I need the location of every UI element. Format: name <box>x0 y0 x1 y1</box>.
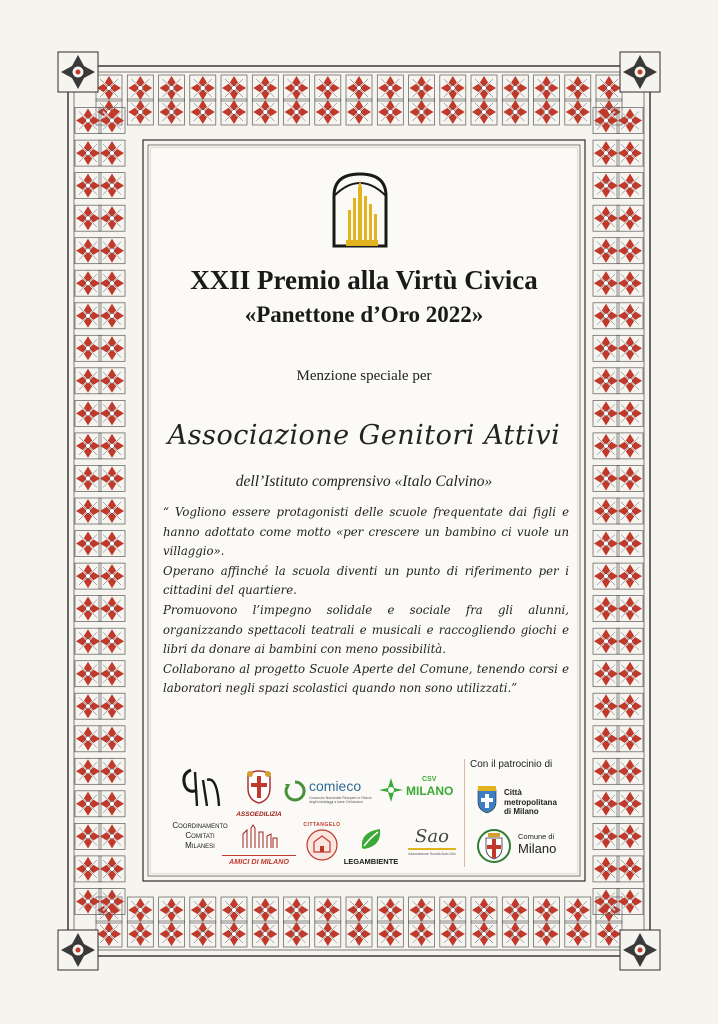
border-knot-tile <box>471 921 497 947</box>
border-knot-tile <box>409 75 435 101</box>
motivation-text <box>163 503 569 699</box>
coordinamento-line3: Milanesi <box>185 841 215 850</box>
award-subtitle: «Panettone d’Oro 2022» <box>244 302 484 327</box>
citta-line2: metropolitana <box>504 797 557 807</box>
border-knot-tile <box>409 921 435 947</box>
border-knot-tile <box>617 368 643 394</box>
border-knot-tile <box>99 823 125 849</box>
border-knot-tile <box>593 466 619 492</box>
border-knot-tile <box>617 791 643 817</box>
border-knot-tile <box>377 921 403 947</box>
border-knot-tile <box>99 758 125 784</box>
border-knot-tile <box>284 897 310 923</box>
recipient-institute: dell’Istituto comprensivo «Italo Calvino» <box>235 473 493 490</box>
border-knot-tile <box>315 897 341 923</box>
border-knot-tile <box>75 498 101 524</box>
border-knot-tile <box>346 75 372 101</box>
border-knot-tile <box>99 563 125 589</box>
csv-label: CSV <box>422 776 437 783</box>
cittangelo-logo <box>302 822 342 867</box>
border-knot-tile <box>315 99 341 125</box>
border-knot-tile <box>502 99 528 125</box>
border-knot-tile <box>99 791 125 817</box>
border-knot-tile <box>252 75 278 101</box>
border-knot-tile <box>596 921 622 947</box>
border-knot-tile <box>593 173 619 199</box>
citta-metropolitana-crest-icon <box>476 786 498 814</box>
border-knot-tile <box>617 856 643 882</box>
cittangelo-seal-icon <box>305 828 339 862</box>
border-knot-tile <box>565 921 591 947</box>
border-knot-tile <box>75 628 101 654</box>
patronage-label: Con il patrocinio di <box>470 759 553 770</box>
border-knot-tile <box>99 400 125 426</box>
border-knot-tile <box>75 400 101 426</box>
border-knot-tile <box>99 726 125 752</box>
border-knot-tile <box>617 108 643 134</box>
sao-tagline: Associazione Scuola Auto Olio <box>408 852 456 856</box>
border-knot-tile <box>617 270 643 296</box>
border-knot-tile <box>617 205 643 231</box>
patronage-divider <box>464 759 465 867</box>
border-knot-tile <box>346 921 372 947</box>
border-knot-tile <box>96 921 122 947</box>
border-knot-tile <box>99 368 125 394</box>
border-knot-tile <box>593 303 619 329</box>
border-knot-tile <box>593 531 619 557</box>
csv-leaf-icon <box>378 776 404 804</box>
border-knot-tile <box>75 270 101 296</box>
border-knot-tile <box>565 897 591 923</box>
border-knot-tile <box>75 335 101 361</box>
border-knot-tile <box>617 498 643 524</box>
border-knot-tile <box>99 466 125 492</box>
border-knot-tile <box>593 758 619 784</box>
panettone-cathedral-icon <box>328 168 392 252</box>
border-knot-tile <box>593 238 619 264</box>
border-knot-tile <box>159 99 185 125</box>
legambiente-logo <box>340 826 402 866</box>
border-knot-tile <box>99 303 125 329</box>
border-knot-tile <box>534 921 560 947</box>
border-knot-tile <box>593 400 619 426</box>
border-knot-tile <box>75 466 101 492</box>
border-knot-tile <box>96 75 122 101</box>
border-knot-tile <box>127 99 153 125</box>
legambiente-label: LEGAMBIENTE <box>343 857 399 866</box>
coordinamento-line1: Coordinamento <box>172 821 228 830</box>
border-knot-tile <box>593 628 619 654</box>
border-knot-tile <box>502 921 528 947</box>
citta-line1: Città <box>504 788 522 797</box>
border-knot-tile <box>221 921 247 947</box>
border-knot-tile <box>593 563 619 589</box>
border-knot-tile <box>75 563 101 589</box>
border-knot-tile <box>99 856 125 882</box>
assoedilizia-logo <box>232 768 286 818</box>
border-knot-tile <box>252 897 278 923</box>
border-knot-tile <box>617 466 643 492</box>
border-knot-tile <box>75 368 101 394</box>
border-knot-tile <box>99 173 125 199</box>
border-knot-tile <box>617 563 643 589</box>
border-knot-tile <box>159 921 185 947</box>
border-knot-tile <box>99 140 125 166</box>
border-knot-tile <box>593 270 619 296</box>
border-knot-tile <box>190 897 216 923</box>
border-knot-tile <box>221 75 247 101</box>
motivation-paragraph: Operano affinché la scuola diventi un punto di riferimento per i cittadini del quartiere. <box>163 563 569 598</box>
amici-label: AMICI DI MILANO <box>222 855 296 866</box>
border-knot-tile <box>409 897 435 923</box>
border-knot-tile <box>284 75 310 101</box>
border-knot-tile <box>593 140 619 166</box>
border-knot-tile <box>409 99 435 125</box>
border-knot-tile <box>75 303 101 329</box>
legambiente-leaf-icon <box>358 826 384 852</box>
border-knot-tile <box>99 628 125 654</box>
border-knot-tile <box>221 897 247 923</box>
motivation-paragraph: “ Vogliono essere protagonisti delle scuole frequentate dai figli e hanno adottato come motto «per crescere un bambino ci vuole un villaggio». <box>163 505 569 559</box>
border-knot-tile <box>596 75 622 101</box>
border-knot-tile <box>502 75 528 101</box>
border-knot-tile <box>315 921 341 947</box>
border-knot-tile <box>440 897 466 923</box>
border-knot-tile <box>75 823 101 849</box>
border-knot-tile <box>190 921 216 947</box>
border-knot-tile <box>75 791 101 817</box>
border-knot-tile <box>440 99 466 125</box>
citta-line3: di Milano <box>504 807 539 816</box>
border-knot-tile <box>593 856 619 882</box>
border-knot-tile <box>190 99 216 125</box>
border-knot-tile <box>75 661 101 687</box>
border-knot-tile <box>617 628 643 654</box>
cittangelo-label: CITTANGELO <box>303 822 341 828</box>
border-knot-tile <box>127 897 153 923</box>
motivation-paragraph: Collaborano al progetto Scuole Aperte del Comune, tenendo corsi e laboratori negli spazi scolastici quando non sono utilizzati.” <box>163 661 569 696</box>
border-knot-tile <box>617 726 643 752</box>
border-knot-tile <box>127 921 153 947</box>
border-knot-tile <box>99 596 125 622</box>
border-knot-tile <box>593 498 619 524</box>
border-knot-tile <box>99 270 125 296</box>
sao-underline <box>408 848 456 850</box>
assoedilizia-label: ASSOEDILIZIA <box>236 811 282 818</box>
border-knot-tile <box>99 693 125 719</box>
sao-logo <box>400 826 464 856</box>
border-knot-tile <box>534 75 560 101</box>
border-knot-tile <box>75 433 101 459</box>
border-knot-tile <box>99 238 125 264</box>
border-knot-tile <box>99 335 125 361</box>
border-knot-tile <box>565 99 591 125</box>
border-knot-tile <box>593 596 619 622</box>
border-knot-tile <box>75 140 101 166</box>
border-knot-tile <box>502 897 528 923</box>
csv-name: MILANO <box>406 784 454 798</box>
sao-name: Sao <box>415 826 449 847</box>
border-knot-tile <box>75 889 101 915</box>
border-knot-tile <box>315 75 341 101</box>
border-knot-tile <box>471 897 497 923</box>
border-knot-tile <box>75 856 101 882</box>
border-knot-tile <box>617 823 643 849</box>
milan-crest-icon <box>244 768 274 804</box>
border-knot-tile <box>75 693 101 719</box>
border-knot-tile <box>75 531 101 557</box>
comieco-tagline: Consorzio Nazionale Recupero e Riciclo degli Imballaggi a base Cellulosica <box>309 796 372 804</box>
border-knot-tile <box>99 661 125 687</box>
award-title: XXII Premio alla Virtù Civica <box>190 265 538 295</box>
border-knot-tile <box>617 758 643 784</box>
border-knot-tile <box>440 75 466 101</box>
recycle-icon <box>284 780 306 802</box>
border-knot-tile <box>617 889 643 915</box>
border-knot-tile <box>159 897 185 923</box>
border-knot-tile <box>617 400 643 426</box>
border-knot-tile <box>593 205 619 231</box>
border-knot-tile <box>617 335 643 361</box>
recipient-name: Associazione Genitori Attivi <box>167 420 561 451</box>
border-knot-tile <box>99 498 125 524</box>
comieco-name: comieco <box>309 778 362 794</box>
border-knot-tile <box>534 897 560 923</box>
border-knot-tile <box>75 205 101 231</box>
border-knot-tile <box>617 173 643 199</box>
border-knot-tile <box>534 99 560 125</box>
border-knot-tile <box>99 531 125 557</box>
border-knot-tile <box>75 726 101 752</box>
border-knot-tile <box>593 368 619 394</box>
border-knot-tile <box>617 531 643 557</box>
border-knot-tile <box>377 75 403 101</box>
border-knot-tile <box>75 758 101 784</box>
border-knot-tile <box>617 238 643 264</box>
border-knot-tile <box>252 921 278 947</box>
border-knot-tile <box>127 75 153 101</box>
border-knot-tile <box>284 921 310 947</box>
coordinamento-icon <box>177 766 223 810</box>
border-knot-tile <box>617 596 643 622</box>
border-knot-tile <box>593 661 619 687</box>
border-knot-tile <box>377 99 403 125</box>
border-knot-tile <box>190 75 216 101</box>
border-knot-tile <box>471 75 497 101</box>
border-knot-tile <box>346 897 372 923</box>
border-knot-tile <box>75 173 101 199</box>
border-knot-tile <box>617 140 643 166</box>
amici-skyline-icon <box>239 824 279 850</box>
border-knot-tile <box>75 108 101 134</box>
border-knot-tile <box>565 75 591 101</box>
border-knot-tile <box>593 726 619 752</box>
border-knot-tile <box>75 596 101 622</box>
border-knot-tile <box>75 238 101 264</box>
border-knot-tile <box>593 791 619 817</box>
border-knot-tile <box>617 303 643 329</box>
border-knot-tile <box>617 433 643 459</box>
border-knot-tile <box>377 897 403 923</box>
comune-name: Milano <box>518 841 557 856</box>
border-knot-tile <box>593 335 619 361</box>
coordinamento-line2: Comitati <box>185 831 215 840</box>
border-knot-tile <box>284 99 310 125</box>
border-knot-tile <box>221 99 247 125</box>
border-knot-tile <box>346 99 372 125</box>
border-knot-tile <box>471 99 497 125</box>
border-knot-tile <box>440 921 466 947</box>
comune-crest-icon <box>476 828 512 864</box>
border-knot-tile <box>617 693 643 719</box>
border-knot-tile <box>617 661 643 687</box>
border-knot-tile <box>593 823 619 849</box>
border-knot-tile <box>99 205 125 231</box>
border-knot-tile <box>159 75 185 101</box>
border-knot-tile <box>99 433 125 459</box>
border-knot-tile <box>593 693 619 719</box>
border-knot-tile <box>252 99 278 125</box>
amici-di-milano-logo <box>222 824 296 866</box>
motivation-paragraph: Promuovono l’impegno solidale e sociale fra gli alunni, organizzando spettacoli teatrali e musicali e raccogliendo giochi e libri da donare ai bambini con meno possibilità. <box>163 602 569 657</box>
comune-label: Comune di <box>518 832 555 841</box>
border-knot-tile <box>593 433 619 459</box>
mention-label: Menzione speciale per <box>296 368 432 384</box>
